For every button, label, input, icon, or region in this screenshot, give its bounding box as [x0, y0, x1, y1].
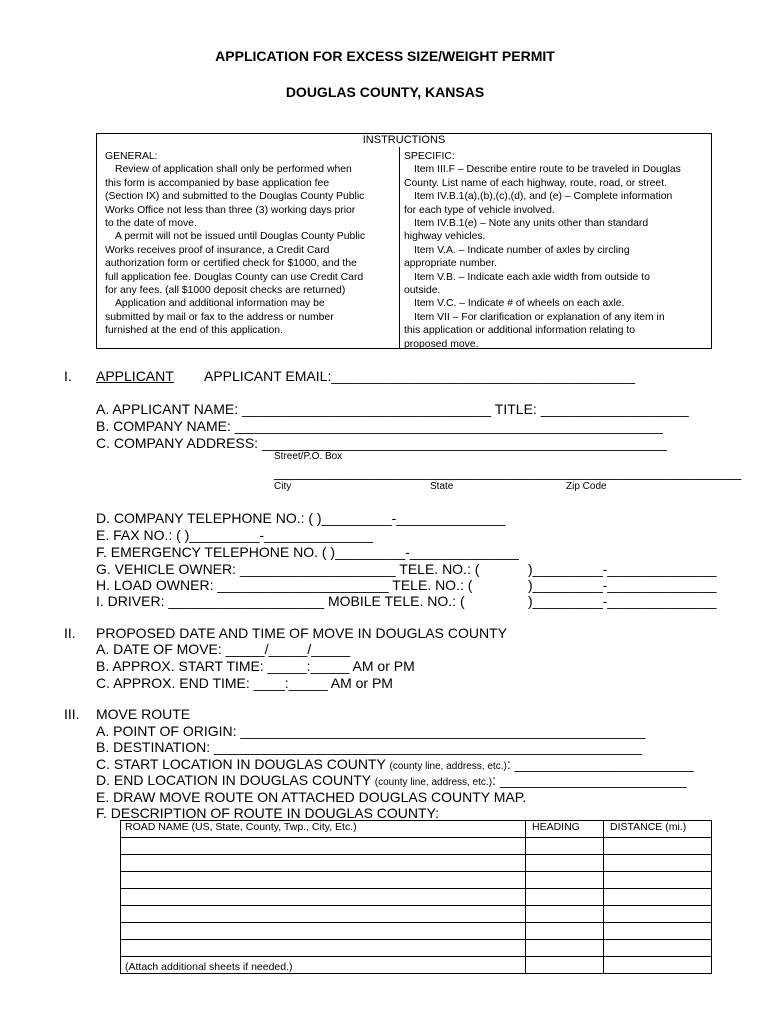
- emergency-telephone-field[interactable]: F. EMERGENCY TELEPHONE NO. ( )_________-______________: [96, 544, 519, 560]
- date-of-move-field[interactable]: A. DATE OF MOVE: _____/_____/_____: [96, 641, 351, 657]
- table-row[interactable]: [121, 889, 712, 906]
- general-line: for any fees. (all $1000 deposit checks are returned): [105, 285, 346, 297]
- load-owner-field[interactable]: H. LOAD OWNER: ______________________ TELE. NO.: (: [96, 577, 473, 593]
- specific-line: Item V.A. – Indicate number of axles by circling: [414, 244, 630, 256]
- specific-line: for each type of vehicle involved.: [404, 204, 555, 216]
- specific-label: SPECIFIC:: [404, 151, 455, 162]
- fax-field[interactable]: E. FAX NO.: ( )_________-______________: [96, 527, 374, 543]
- general-line: Works receives proof of insurance, a Credit Card: [105, 244, 330, 256]
- specific-line: Item IV.B.1(e) – Note any units other than standard: [414, 218, 649, 230]
- heading-cell[interactable]: [526, 957, 604, 974]
- driver-phone-field[interactable]: )_________-______________: [528, 593, 717, 609]
- end-location-note: (county line, address, etc.): [374, 777, 493, 788]
- end-time-field[interactable]: C. APPROX. END TIME: ____:_____ AM or PM: [96, 675, 393, 691]
- point-of-origin-field[interactable]: A. POINT OF ORIGIN: ____________________________________________________: [96, 723, 646, 739]
- table-row[interactable]: [121, 940, 712, 957]
- load-owner-phone-field[interactable]: )_________-______________: [528, 577, 717, 593]
- instructions-general: [105, 150, 365, 338]
- distance-cell[interactable]: [604, 889, 712, 906]
- distance-cell[interactable]: [604, 923, 712, 940]
- specific-line: Item VII – For clarification or explanation of any item in: [414, 311, 665, 323]
- general-line: authorization form or certified check for $1000, and the: [105, 258, 357, 270]
- instructions-specific: [404, 150, 681, 351]
- table-row[interactable]: [121, 872, 712, 889]
- table-header-row: [121, 821, 712, 838]
- table-row[interactable]: [121, 923, 712, 940]
- general-line: furnished at the end of this application.: [105, 325, 283, 337]
- specific-line: Item IV.B.1(a),(b),(c),(d), and (e) – Complete information: [414, 191, 673, 203]
- distance-cell[interactable]: [604, 957, 712, 974]
- vehicle-owner-field[interactable]: G. VEHICLE OWNER: ____________________ TELE. NO.: (: [96, 561, 480, 577]
- road-name-cell[interactable]: [121, 872, 526, 889]
- applicant-name-field[interactable]: A. APPLICANT NAME: ________________________________ TITLE: ___________________: [96, 401, 689, 417]
- section-1-numeral: I.: [64, 368, 72, 384]
- distance-cell[interactable]: [604, 906, 712, 923]
- start-location-note: (county line, address, etc.): [389, 761, 507, 772]
- specific-line: Item V.C. – Indicate # of wheels on each axle.: [414, 298, 625, 310]
- driver-field[interactable]: I. DRIVER: ____________________ MOBILE TELE. NO.: (: [96, 593, 465, 609]
- road-name-cell[interactable]: [121, 940, 526, 957]
- heading-cell[interactable]: [526, 855, 604, 872]
- general-line: to the date of move.: [105, 218, 197, 230]
- form-title: APPLICATION FOR EXCESS SIZE/WEIGHT PERMIT: [215, 48, 555, 64]
- table-row[interactable]: [121, 906, 712, 923]
- general-line: full application fee. Douglas County can use Credit Card: [105, 271, 364, 283]
- section-2-numeral: II.: [64, 625, 76, 641]
- specific-line: Item III.F – Describe entire route to be traveled in Douglas: [414, 164, 681, 176]
- heading-cell[interactable]: [526, 940, 604, 957]
- city-label: City: [274, 481, 292, 492]
- distance-cell[interactable]: [604, 838, 712, 855]
- destination-field[interactable]: B. DESTINATION: _______________________________________________________: [96, 739, 643, 755]
- company-address-field[interactable]: C. COMPANY ADDRESS: ____________________________________________________: [96, 435, 667, 451]
- heading-cell[interactable]: [526, 872, 604, 889]
- heading-cell[interactable]: [526, 923, 604, 940]
- general-label: GENERAL:: [105, 151, 158, 162]
- city-state-zip-field[interactable]: ____________________________________________________________: [274, 464, 742, 480]
- section-2-heading: PROPOSED DATE AND TIME OF MOVE IN DOUGLAS COUNTY: [96, 625, 507, 641]
- form-subtitle: DOUGLAS COUNTY, KANSAS: [285, 84, 485, 100]
- street-label: Street/P.O. Box: [274, 451, 343, 462]
- start-location-label: C. START LOCATION IN DOUGLAS COUNTY: [96, 756, 386, 772]
- end-location-label: D. END LOCATION IN DOUGLAS COUNTY: [96, 772, 371, 788]
- instructions-heading: INSTRUCTIONS: [362, 134, 446, 146]
- distance-cell[interactable]: [604, 872, 712, 889]
- specific-line: outside.: [404, 285, 441, 297]
- attach-sheets-note: (Attach additional sheets if needed.): [121, 957, 526, 974]
- route-table: [120, 820, 712, 974]
- road-name-cell[interactable]: [121, 855, 526, 872]
- heading-cell[interactable]: [526, 906, 604, 923]
- vehicle-owner-phone-field[interactable]: )_________-______________: [528, 561, 717, 577]
- instructions-divider: [399, 147, 400, 348]
- general-line: A permit will not be issued until Douglas County Public: [115, 231, 366, 243]
- general-line: this form is accompanied by base application fee: [105, 177, 330, 189]
- general-line: (Section IX) and submitted to the Douglas County Public: [105, 191, 365, 203]
- distance-cell[interactable]: [604, 855, 712, 872]
- specific-line: this application or additional information relating to: [404, 325, 636, 337]
- table-row[interactable]: [121, 838, 712, 855]
- company-name-field[interactable]: B. COMPANY NAME: _______________________________________________________: [96, 418, 663, 434]
- general-line: Application and additional information may be: [115, 298, 325, 310]
- specific-line: County. List name of each highway, route, road, or street.: [404, 177, 667, 189]
- road-name-cell[interactable]: [121, 889, 526, 906]
- start-location-field[interactable]: [96, 756, 694, 772]
- specific-line: appropriate number.: [404, 258, 497, 270]
- distance-header: DISTANCE (mi.): [604, 821, 712, 838]
- road-name-cell[interactable]: [121, 906, 526, 923]
- table-footer-row: [121, 957, 712, 974]
- heading-cell[interactable]: [526, 889, 604, 906]
- section-3-heading: MOVE ROUTE: [96, 706, 191, 722]
- general-line: submitted by mail or fax to the address or number: [105, 311, 334, 323]
- specific-line: highway vehicles.: [404, 231, 486, 243]
- general-line: Review of application shall only be performed when: [115, 164, 352, 176]
- start-time-field[interactable]: B. APPROX. START TIME: _____:_____ AM or PM: [96, 658, 415, 674]
- road-name-header: ROAD NAME (US, State, County, Twp., City, Etc.): [121, 821, 526, 838]
- specific-line: proposed move.: [404, 338, 479, 350]
- section-3-numeral: III.: [64, 706, 80, 722]
- start-location-blank: : _______________________: [506, 756, 694, 772]
- specific-line: Item V.B. – Indicate each axle width from outside to: [414, 271, 650, 283]
- applicant-email-field[interactable]: APPLICANT EMAIL:_______________________________________: [204, 368, 635, 384]
- end-location-blank: : ________________________: [492, 772, 687, 788]
- state-label: State: [430, 481, 454, 492]
- general-line: Works Office not less than three (3) working days prior: [105, 204, 356, 216]
- road-name-cell[interactable]: [121, 838, 526, 855]
- table-row[interactable]: [121, 855, 712, 872]
- heading-cell[interactable]: [526, 838, 604, 855]
- route-description-heading: F. DESCRIPTION OF ROUTE IN DOUGLAS COUNTY:: [96, 805, 440, 821]
- company-telephone-field[interactable]: D. COMPANY TELEPHONE NO.: ( )_________-______________: [96, 510, 506, 526]
- heading-header: HEADING: [526, 821, 604, 838]
- zip-label: Zip Code: [566, 481, 607, 492]
- instructions-box: [96, 133, 712, 349]
- distance-cell[interactable]: [604, 940, 712, 957]
- road-name-cell[interactable]: [121, 923, 526, 940]
- section-1-heading: APPLICANT: [96, 368, 174, 384]
- end-location-field[interactable]: [96, 772, 687, 788]
- draw-route-instruction: E. DRAW MOVE ROUTE ON ATTACHED DOUGLAS COUNTY MAP.: [96, 789, 527, 805]
